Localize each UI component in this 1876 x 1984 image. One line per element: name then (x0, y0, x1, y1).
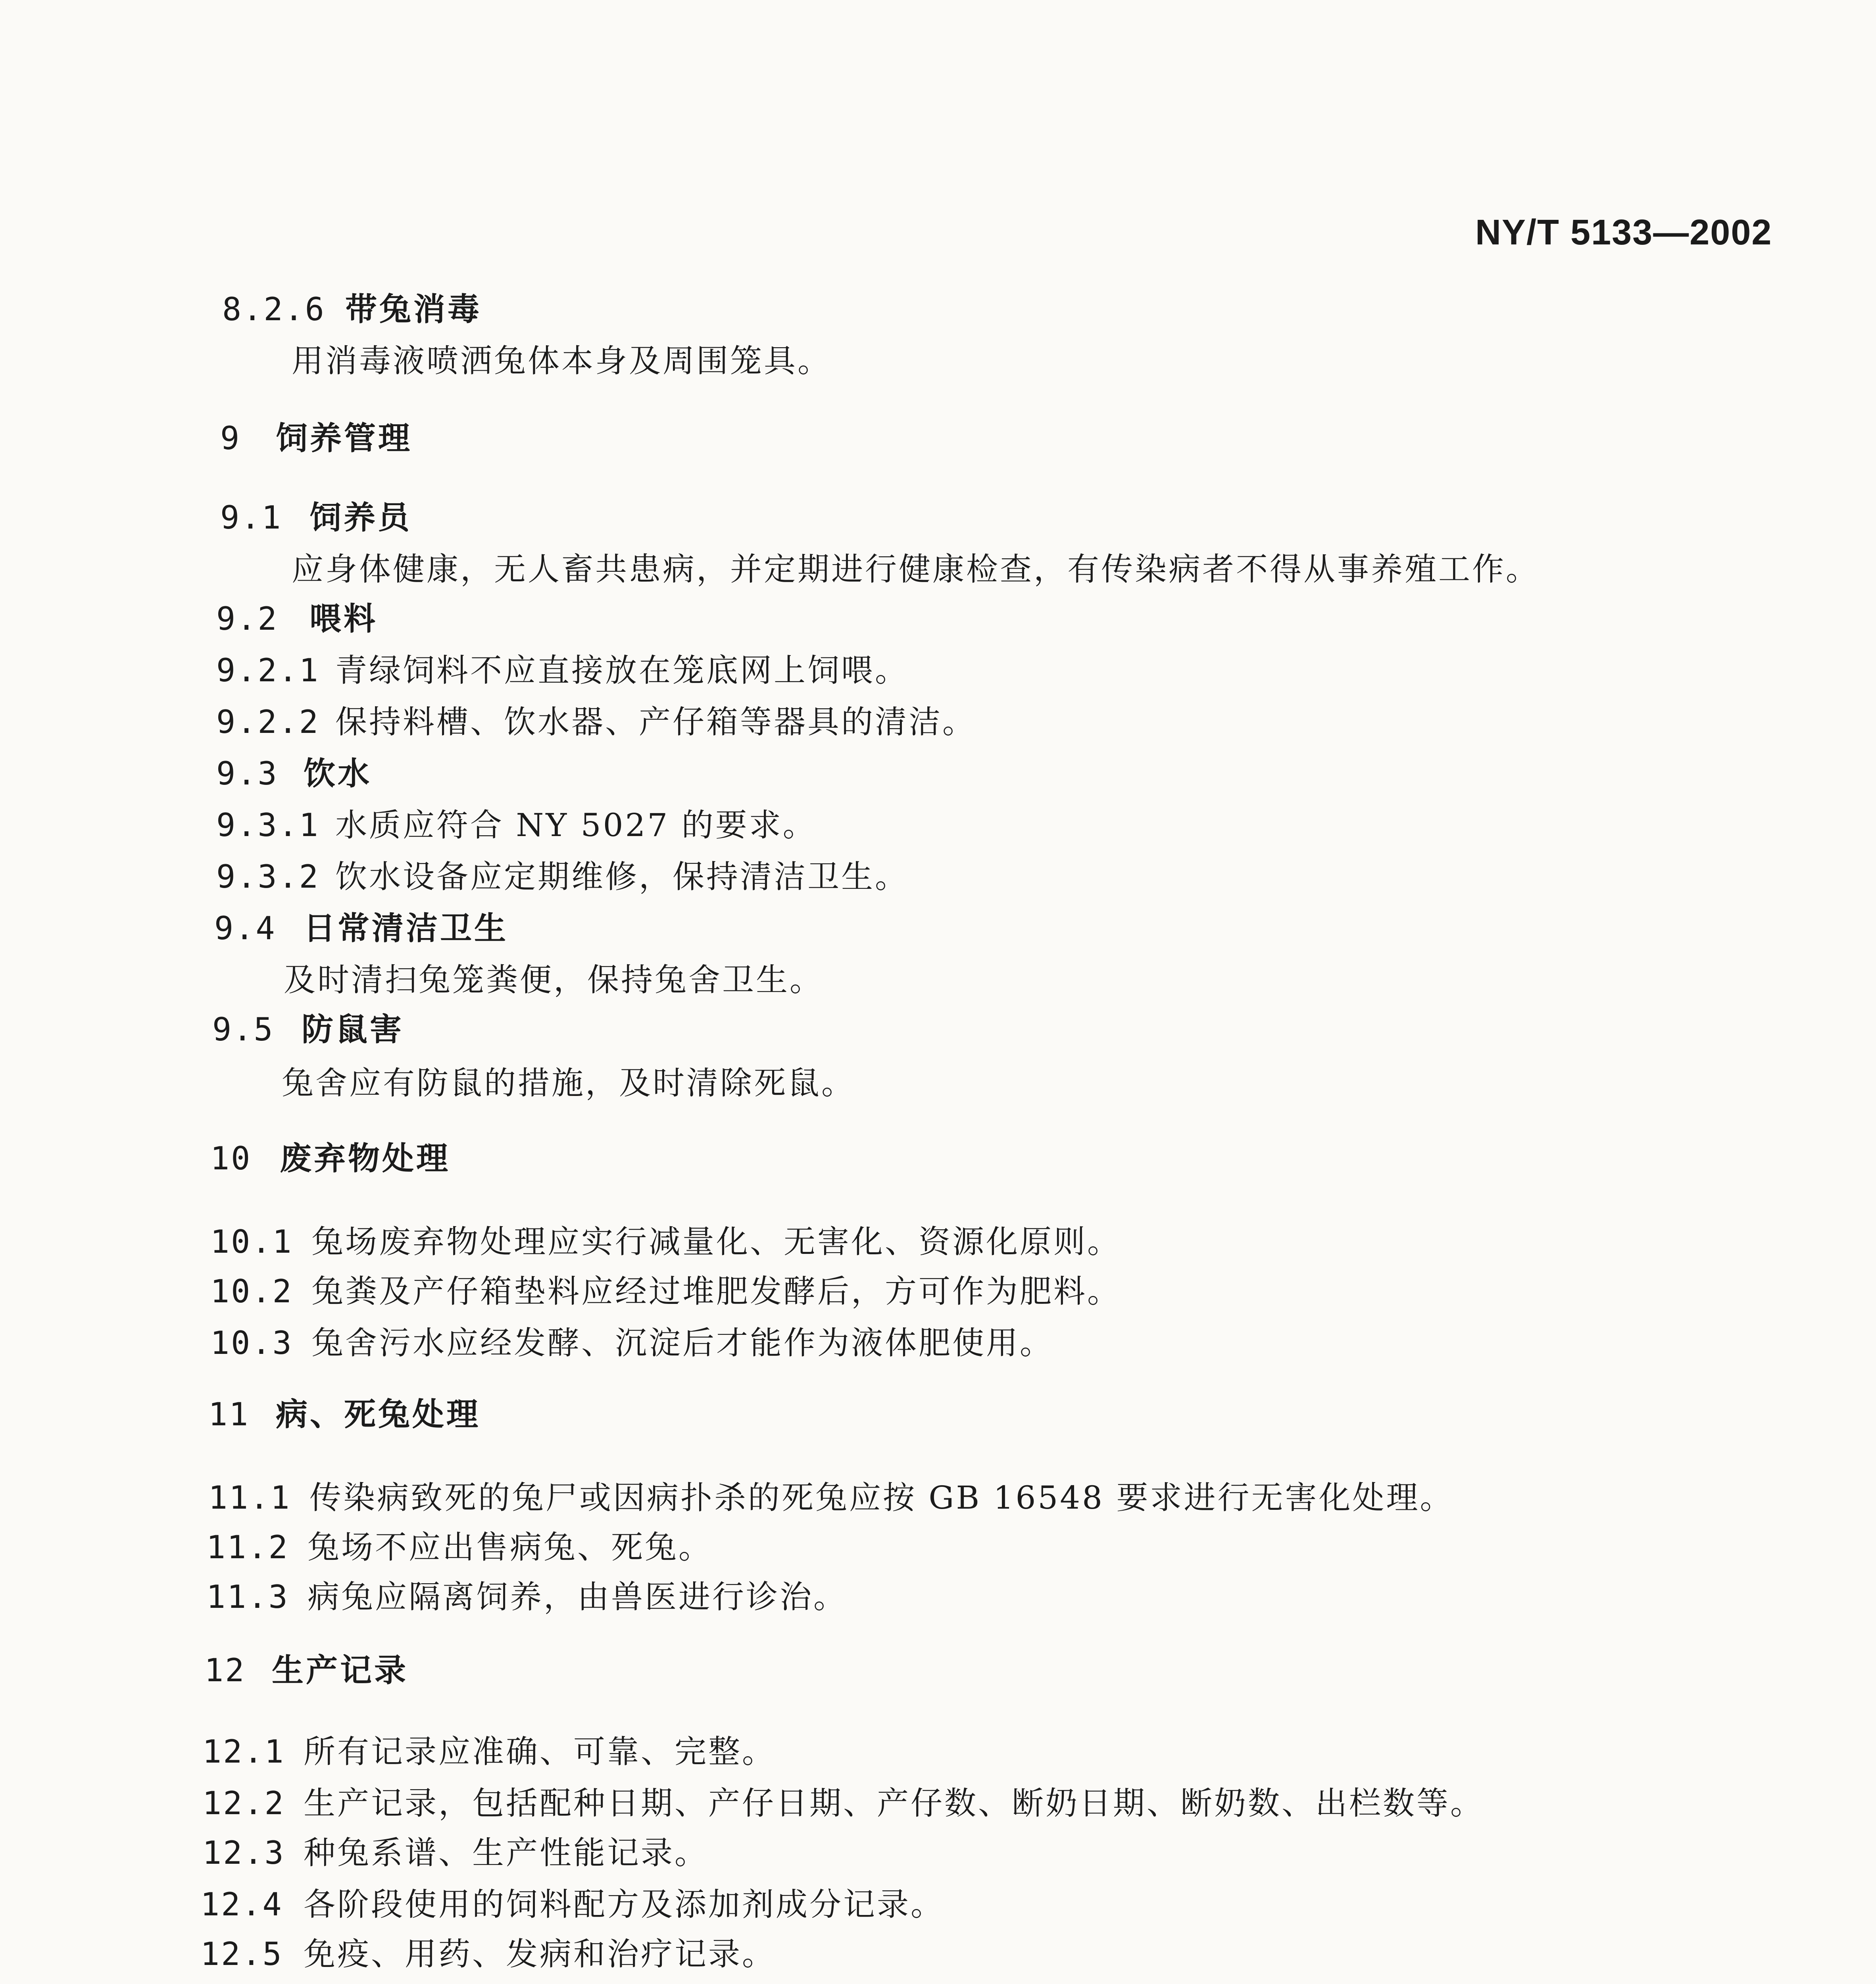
chapter-12-heading (204, 1651, 408, 1690)
body-text: 免疫、用药、发病和治疗记录。 (304, 1936, 776, 1972)
clause-9-4 (214, 909, 508, 948)
chapter-number: 12 (204, 1652, 246, 1689)
chapter-10-heading (210, 1139, 450, 1178)
clause-11-3 (206, 1577, 847, 1617)
clause-9-1 (220, 498, 412, 538)
body-text: 兔粪及产仔箱垫料应经过堆肥发酵后，方可作为肥料。 (311, 1273, 1121, 1310)
chapter-number: 10 (210, 1140, 252, 1177)
clause-number: 9.2.2 (216, 704, 320, 740)
standard-code: NY/T 5133—2002 (1475, 213, 1772, 252)
body-text: 种兔系谱、生产性能记录。 (304, 1834, 708, 1871)
clause-number: 9.2 (216, 600, 279, 637)
clause-number: 9.3.2 (216, 858, 320, 895)
clause-number: 12.3 (202, 1834, 285, 1871)
chapter-number: 11 (208, 1396, 250, 1433)
clause-12-5 (200, 1934, 776, 1974)
clause-12-4 (200, 1885, 944, 1924)
body-text: 传染病致死的兔尸或因病扑杀的死兔应按 GB 16548 要求进行无害化处理。 (309, 1479, 1454, 1516)
body-text: 水质应符合 NY 5027 的要求。 (335, 807, 817, 844)
body-text: 生产记录，包括配种日期、产仔日期、产仔数、断奶日期、断奶数、出栏数等。 (304, 1785, 1484, 1822)
clause-9-3 (216, 754, 372, 794)
body-text: 病兔应隔离饲养，由兽医进行诊治。 (308, 1578, 847, 1615)
clause-title: 喂料 (309, 600, 378, 637)
body-text: 及时清扫兔笼粪便，保持兔舍卫生。 (284, 961, 823, 998)
clause-body (292, 341, 831, 381)
clause-number: 8.2.6 (222, 291, 326, 328)
clause-8-2-6 (222, 290, 482, 329)
body-text: 饮水设备应定期维修，保持清洁卫生。 (335, 858, 909, 895)
clause-9-3-2 (216, 857, 909, 897)
chapter-title: 废弃物处理 (280, 1140, 450, 1177)
clause-12-1 (202, 1732, 776, 1772)
clause-number: 11.1 (208, 1479, 291, 1516)
clause-title: 日常清洁卫生 (304, 910, 508, 947)
clause-body (282, 1063, 855, 1103)
body-text: 兔舍污水应经发酵、沉淀后才能作为液体肥使用。 (311, 1325, 1053, 1361)
clause-number: 12.4 (200, 1886, 283, 1923)
chapter-11-heading (208, 1395, 481, 1434)
clause-10-2 (210, 1272, 1121, 1311)
clause-number: 9.1 (220, 499, 283, 536)
body-text: 所有记录应准确、可靠、完整。 (304, 1733, 776, 1770)
chapter-title: 生产记录 (272, 1652, 408, 1689)
clause-number: 12.2 (202, 1785, 285, 1822)
clause-number: 9.5 (212, 1011, 275, 1048)
body-text: 保持料槽、饮水器、产仔箱等器具的清洁。 (335, 704, 976, 740)
clause-11-2 (206, 1528, 712, 1567)
clause-number: 12.5 (200, 1936, 283, 1972)
body-text: 青绿饲料不应直接放在笼底网上饲喂。 (335, 652, 909, 689)
clause-number: 11.2 (206, 1529, 289, 1566)
chapter-9-heading (220, 419, 412, 458)
clause-body (284, 960, 823, 1000)
body-text: 兔场不应出售病兔、死兔。 (308, 1529, 712, 1566)
clause-9-2-2 (216, 702, 976, 742)
body-text: 应身体健康，无人畜共患病，并定期进行健康检查，有传染病者不得从事养殖工作。 (292, 551, 1540, 588)
clause-12-2 (202, 1784, 1484, 1823)
body-text: 用消毒液喷洒兔体本身及周围笼具。 (292, 342, 831, 379)
clause-9-2 (216, 599, 378, 639)
clause-title: 饮水 (304, 755, 372, 792)
clause-title: 带兔消毒 (345, 291, 482, 328)
clause-number: 10.2 (210, 1273, 293, 1310)
clause-12-3 (202, 1833, 708, 1873)
clause-number: 9.3.1 (216, 807, 320, 844)
clause-number: 12.1 (202, 1733, 285, 1770)
body-text: 各阶段使用的饲料配方及添加剂成分记录。 (304, 1886, 944, 1923)
clause-number: 10.1 (210, 1223, 293, 1260)
clause-number: 9.4 (214, 910, 277, 947)
chapter-number: 9 (220, 420, 241, 457)
clause-9-2-1 (216, 651, 909, 690)
clause-number: 11.3 (206, 1578, 289, 1615)
chapter-title: 饲养管理 (276, 420, 412, 457)
body-text: 兔场废弃物处理应实行减量化、无害化、资源化原则。 (311, 1223, 1121, 1260)
clause-10-3 (210, 1323, 1053, 1363)
clause-body (292, 550, 1540, 589)
clause-title: 防鼠害 (302, 1011, 404, 1048)
body-text: 兔舍应有防鼠的措施，及时清除死鼠。 (282, 1065, 855, 1102)
clause-10-1 (210, 1222, 1121, 1262)
clause-number: 9.3 (216, 755, 279, 792)
clause-11-1 (208, 1478, 1453, 1518)
clause-number: 10.3 (210, 1325, 293, 1361)
clause-title: 饲养员 (309, 499, 412, 536)
chapter-title: 病、死兔处理 (276, 1396, 481, 1433)
clause-9-5 (212, 1010, 404, 1050)
clause-number: 9.2.1 (216, 652, 320, 689)
clause-9-3-1 (216, 806, 817, 845)
